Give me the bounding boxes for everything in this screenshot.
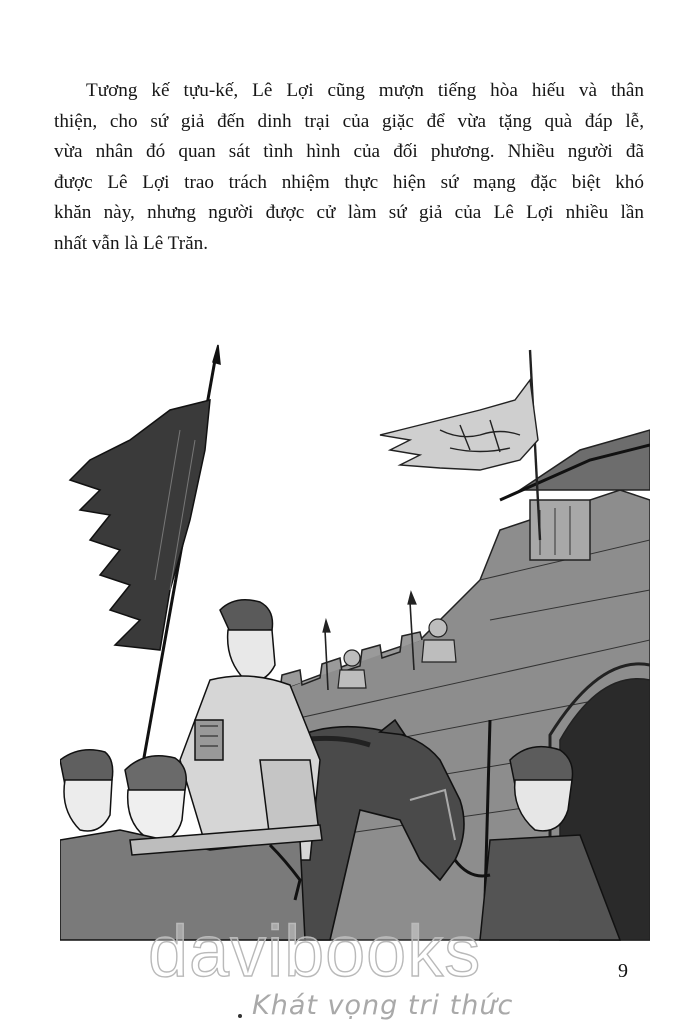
publisher-watermark: davibooks	[148, 912, 482, 992]
tagline-dot	[238, 1014, 242, 1018]
text-line-4: được Lê Lợi trao trách nhiệm thực hiện sứ mạng đặc biệt khó	[54, 171, 644, 193]
text-line-3: vừa nhân đó quan sát tình hình của đối phương. Nhiều người đã	[54, 141, 644, 162]
text-line-6: nhất vẫn là Lê Trăn.	[54, 232, 209, 254]
watermark-tagline: Khát vọng tri thức	[252, 990, 514, 1021]
ink-illustration	[60, 340, 650, 950]
text-line-5: khăn này, nhưng người được cử làm sứ giả của Lê Lợi nhiều lần	[54, 202, 644, 223]
body-paragraph	[54, 76, 644, 259]
page-number: 9	[618, 960, 628, 982]
text-line-2: thiện, cho sứ giả đến dinh trại của giặc để vừa tặng quà đáp lễ,	[54, 110, 644, 132]
text-line-1: Tương kế tựu-kế, Lê Lợi cũng mượn tiếng hòa hiếu và thân	[86, 80, 644, 101]
